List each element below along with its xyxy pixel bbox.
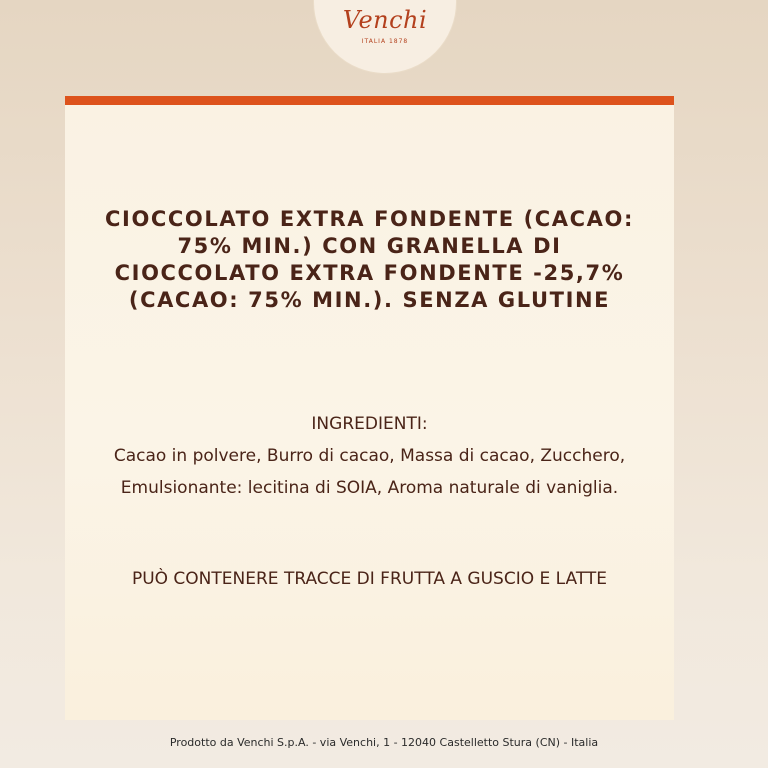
product-info-card [65,96,674,720]
producer-footer: Prodotto da Venchi S.p.A. - via Venchi, 1 - 12040 Castelletto Stura (CN) - Italia [169,736,599,749]
allergen-warning: PUÒ CONTENERE TRACCE DI FRUTTA A GUSCIO E LATTE [131,569,608,589]
card-accent-bar [65,96,674,105]
brand-logo-wordmark: Venchi [342,6,428,34]
ingredients-section [105,408,634,504]
ingredients-text: Cacao in polvere, Burro di cacao, Massa di cacao, Zucchero, Emulsionante: lecitina di SOIA, Aroma naturale di vaniglia. [113,446,626,498]
ingredients-heading: INGREDIENTI: [311,414,428,434]
brand-logo-tagline: ITALIA 1878 [361,38,409,45]
brand-logo-badge [313,0,457,74]
product-title: CIOCCOLATO EXTRA FONDENTE (CACAO: 75% MIN.) CON GRANELLA DI CIOCCOLATO EXTRA FONDENTE -25,7% (CACAO: 75% MIN.). SENZA GLUTINE [105,207,634,312]
